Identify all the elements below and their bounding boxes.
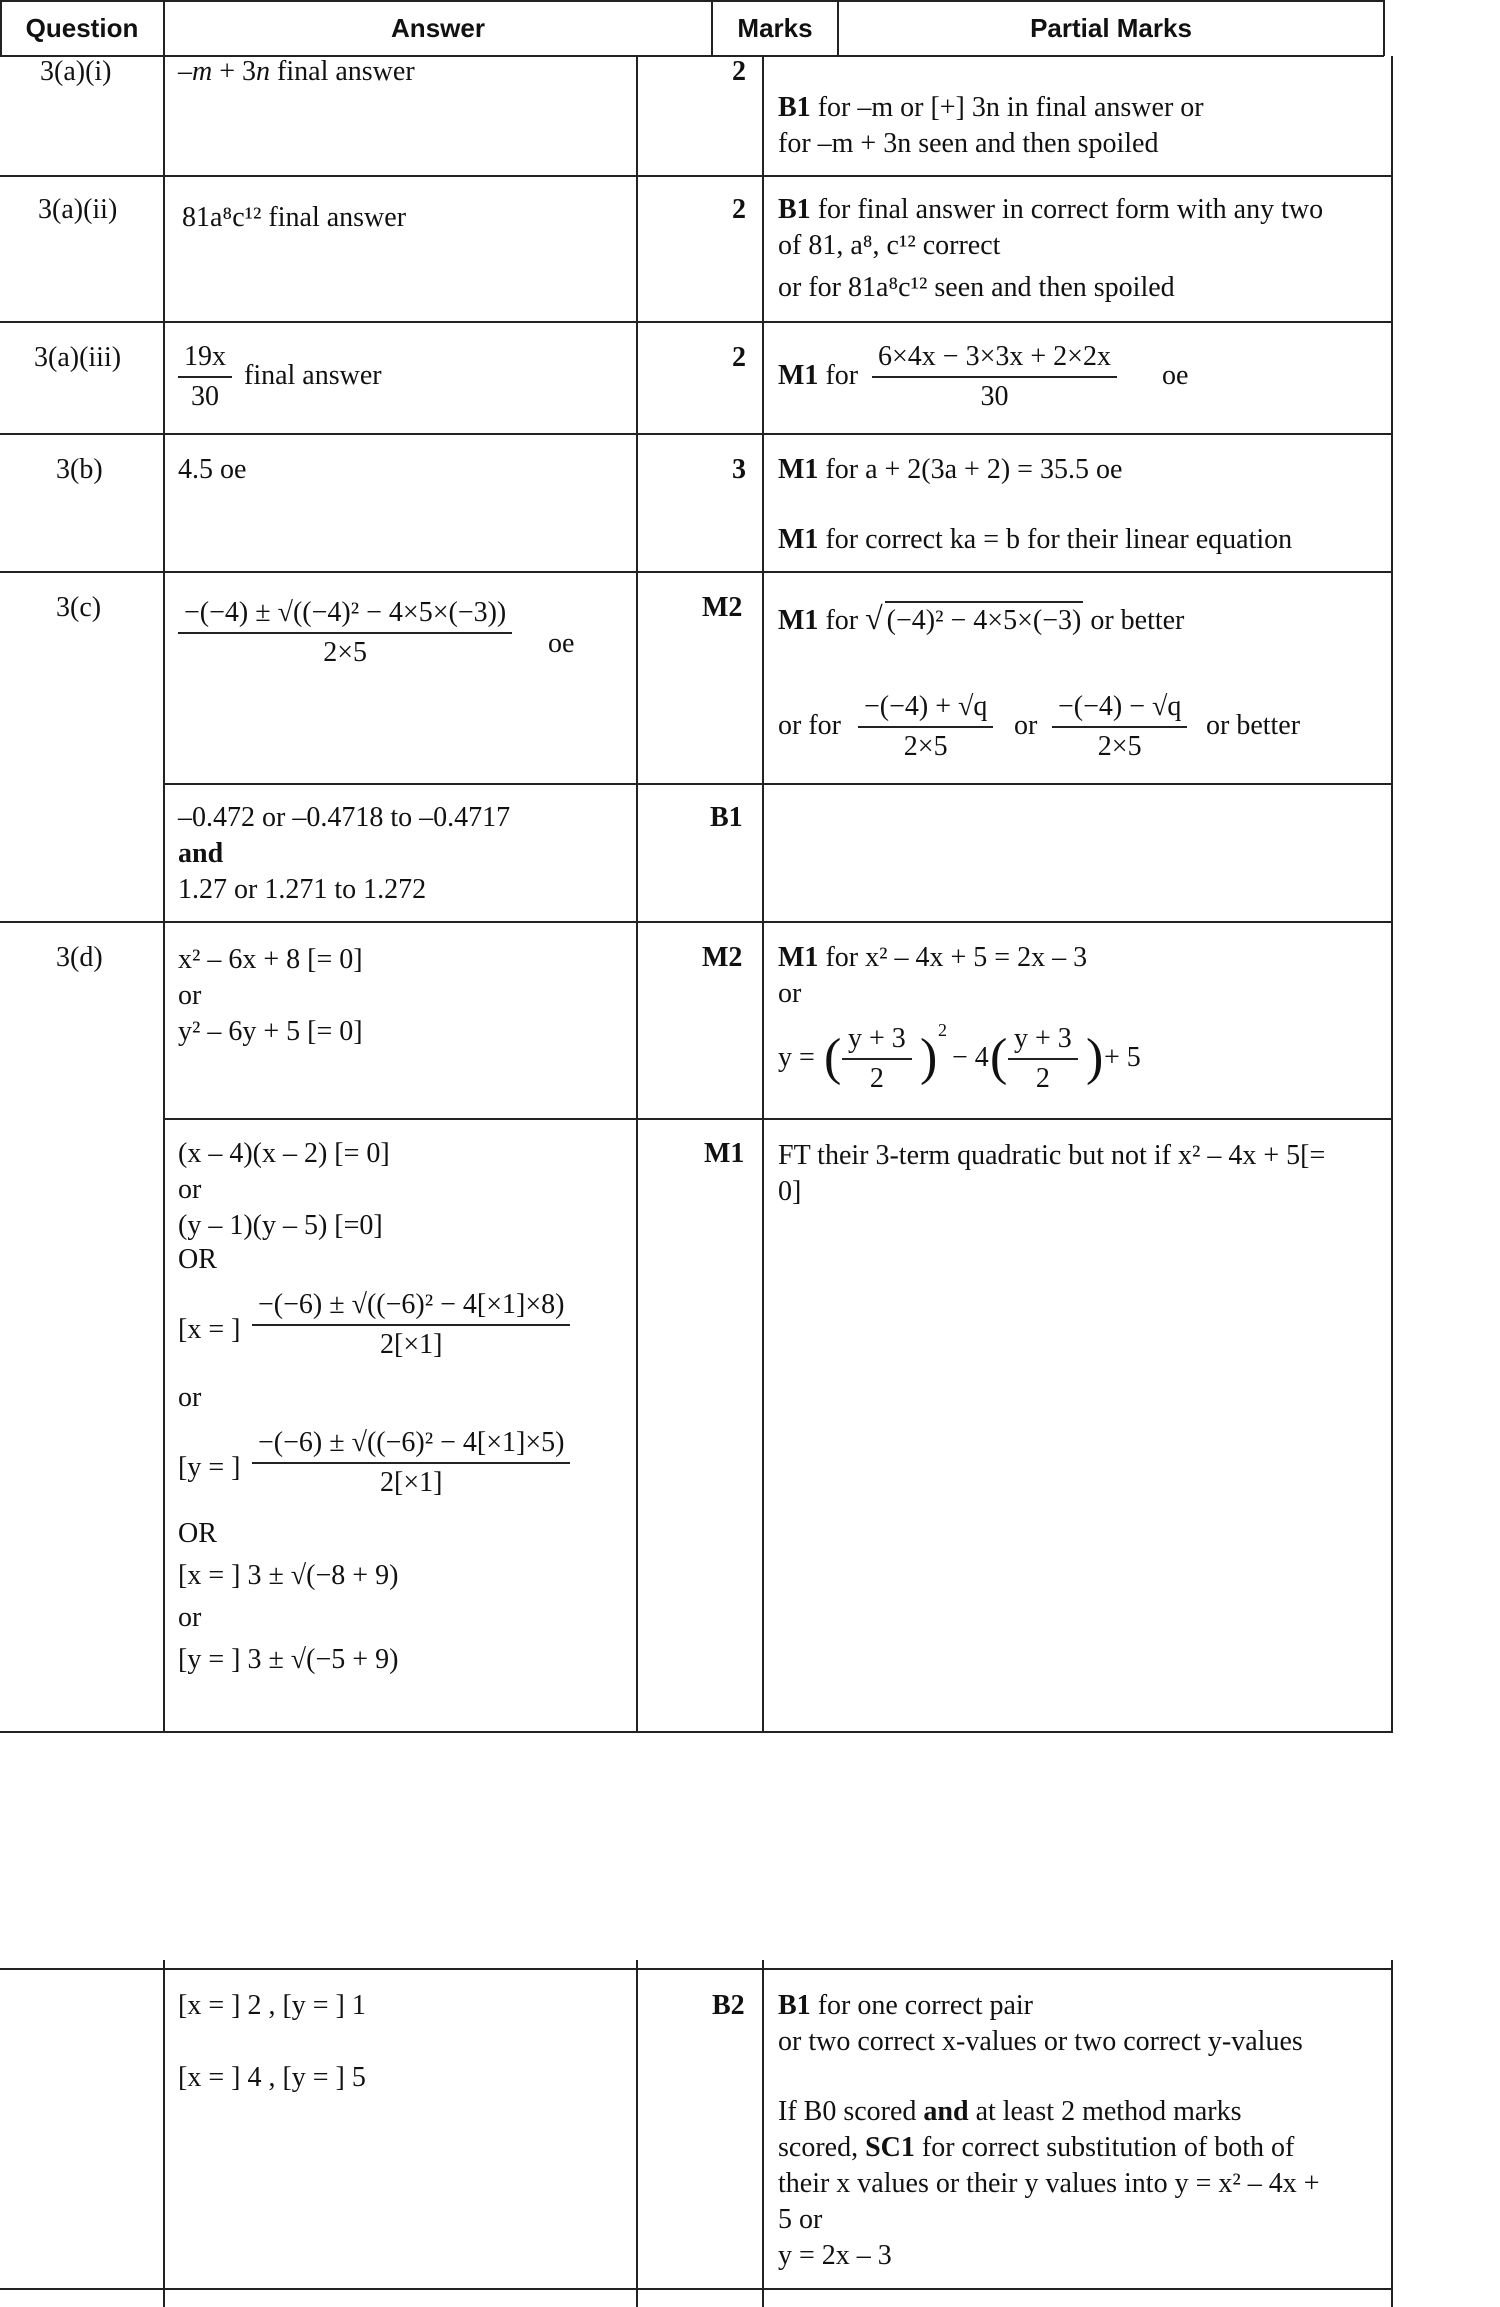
answer-cell: [y = ] bbox=[178, 1452, 241, 1483]
rule bbox=[1383, 0, 1385, 56]
partial-marks-line: their x values or their y values into y = x² – 4x + bbox=[778, 2168, 1320, 2199]
rule bbox=[163, 1960, 165, 2307]
partial-marks-line: B1 for one correct pair bbox=[778, 1990, 1034, 2021]
answer-cell: or bbox=[178, 1174, 202, 1205]
partial-marks-line: FT their 3-term quadratic but not if x² – 4x + 5[= bbox=[778, 1140, 1326, 1171]
rule bbox=[1391, 56, 1393, 1732]
partial-marks-line: or bbox=[778, 978, 802, 1009]
rule bbox=[0, 433, 1393, 435]
partial-marks-line: or bbox=[1014, 710, 1038, 741]
rule bbox=[0, 0, 1384, 2]
paren-close-icon: ) bbox=[920, 1029, 938, 1086]
partial-marks-fraction: $\frac{-(-4) + √q}{2\times 5}$ bbox=[858, 690, 993, 764]
answer-fraction: $\frac{\text{−(−4) ± √((−4)² − 4×5×(−3))}}{2\times 5}$ bbox=[178, 596, 512, 670]
answer-cell: or bbox=[178, 980, 202, 1011]
partial-marks-line: or better bbox=[1206, 710, 1301, 741]
partial-marks-line: M1 for a + 2(3a + 2) = 35.5 oe bbox=[778, 454, 1123, 485]
answer-cell: or bbox=[178, 1382, 202, 1413]
exponent: 2 bbox=[938, 1020, 947, 1040]
partial-marks-line: − 4 bbox=[952, 1042, 989, 1073]
rule bbox=[163, 56, 165, 1732]
answer-fraction: $\frac{\text{−(−6) ± √((−6)² − 4[×1]×5)}}{2[\times 1]}$ bbox=[252, 1426, 570, 1500]
partial-marks-line: M1 for x² – 4x + 5 = 2x – 3 bbox=[778, 942, 1088, 973]
marks-cell: B2 bbox=[712, 1990, 745, 2021]
partial-marks-line: oe bbox=[1162, 360, 1189, 391]
answer-cell: OR bbox=[178, 1518, 217, 1549]
header-marks: Marks bbox=[712, 0, 838, 56]
marks-cell: 2 bbox=[732, 342, 746, 373]
partial-marks-line: B1 for –m or [+] 3n in final answer or bbox=[778, 92, 1204, 123]
answer-cell: or bbox=[178, 1602, 202, 1633]
partial-marks-line: y = 2x – 3 bbox=[778, 2240, 892, 2271]
rule bbox=[163, 1118, 1393, 1120]
question-number: 3(d) bbox=[56, 942, 103, 973]
rule bbox=[0, 1968, 1393, 1970]
partial-marks-fraction: $\frac{y + 3}{2}$ bbox=[842, 1022, 912, 1096]
partial-marks-line: If B0 scored and at least 2 method marks bbox=[778, 2096, 1242, 2127]
answer-cell: [y = ] 3 ± √(−5 + 9) bbox=[178, 1644, 399, 1675]
sqrt-icon: √ bbox=[865, 600, 883, 636]
answer-cell: oe bbox=[548, 628, 575, 659]
answer-cell: 81a⁸c¹² final answer bbox=[182, 202, 407, 233]
partial-marks-fraction: $\frac{y + 3}{2}$ bbox=[1008, 1022, 1078, 1096]
rule bbox=[762, 56, 764, 1732]
rule bbox=[163, 0, 165, 56]
rule bbox=[837, 0, 839, 56]
rule bbox=[163, 783, 1393, 785]
answer-cell: –0.472 or –0.4718 to –0.4717 bbox=[178, 802, 511, 833]
rule bbox=[0, 2288, 1393, 2290]
answer-cell: 4.5 oe bbox=[178, 454, 247, 485]
partial-marks-line: or for bbox=[778, 710, 841, 741]
partial-marks-line: + 5 bbox=[1104, 1042, 1141, 1073]
rule bbox=[0, 921, 1393, 923]
rule bbox=[762, 1960, 764, 2307]
partial-marks-line: y = bbox=[778, 1042, 815, 1073]
paren-open-icon: ( bbox=[824, 1029, 842, 1086]
header-partial-marks: Partial Marks bbox=[838, 0, 1384, 56]
header-question: Question bbox=[0, 0, 164, 56]
answer-fraction: $\frac{\text{−(−6) ± √((−6)² − 4[×1]×8)}}{2[\times 1]}$ bbox=[252, 1288, 570, 1362]
question-number: 3(a)(iii) bbox=[34, 342, 122, 373]
partial-marks-line: B1 for final answer in correct form with any two bbox=[778, 194, 1324, 225]
answer-cell: OR bbox=[178, 1244, 217, 1275]
answer-cell: [x = ] bbox=[178, 1314, 241, 1345]
answer-cell: [x = ] 3 ± √(−8 + 9) bbox=[178, 1560, 399, 1591]
answer-cell: x² – 6x + 8 [= 0] bbox=[178, 944, 363, 975]
answer-cell: (y – 1)(y – 5) [=0] bbox=[178, 1210, 383, 1241]
marks-cell: 2 bbox=[732, 194, 746, 225]
rule bbox=[0, 321, 1393, 323]
partial-marks-line: 5 or bbox=[778, 2204, 823, 2235]
partial-marks-line: of 81, a⁸, c¹² correct bbox=[778, 230, 1001, 261]
marks-cell: M2 bbox=[702, 592, 743, 623]
answer-cell: [x = ] 2 , [y = ] 1 bbox=[178, 1990, 366, 2021]
partial-marks-line: or two correct x-values or two correct y-values bbox=[778, 2026, 1303, 2057]
marks-cell: M2 bbox=[702, 942, 743, 973]
rule bbox=[711, 0, 713, 56]
partial-marks-line: M1 for correct ka = b for their linear equation bbox=[778, 524, 1293, 555]
answer-cell: and bbox=[178, 838, 224, 869]
paren-open-icon: ( bbox=[990, 1029, 1008, 1086]
partial-marks-line: M1 for √ (−4)² − 4×5×(−3) or better bbox=[778, 600, 1184, 639]
partial-marks-line: 0] bbox=[778, 1176, 802, 1207]
marks-cell: M1 bbox=[704, 1138, 745, 1169]
partial-marks-line: scored, SC1 for correct substitution of both of bbox=[778, 2132, 1295, 2163]
answer-cell: final answer bbox=[244, 360, 382, 391]
partial-marks-line: or for 81a⁸c¹² seen and then spoiled bbox=[778, 272, 1175, 303]
rule bbox=[636, 1960, 638, 2307]
partial-marks-line: M1 for bbox=[778, 360, 859, 391]
question-number: 3(c) bbox=[56, 592, 102, 623]
rule bbox=[0, 175, 1393, 177]
partial-marks-fraction: $\frac{6\times 4x - 3\times 3x + 2\times 2x}{30}$ bbox=[872, 340, 1117, 414]
partial-marks-fraction: $\frac{-(-4) - √q}{2\times 5}$ bbox=[1052, 690, 1187, 764]
partial-marks-line: for –m + 3n seen and then spoiled bbox=[778, 128, 1159, 159]
answer-fraction: $\frac{19x}{30}$ bbox=[178, 340, 232, 414]
paren-close-icon: ) bbox=[1086, 1029, 1104, 1086]
rule bbox=[1391, 1960, 1393, 2307]
marks-cell: B1 bbox=[710, 802, 743, 833]
answer-cell: –m + 3n final answer bbox=[178, 56, 415, 87]
question-number: 3(b) bbox=[56, 454, 103, 485]
question-number: 3(a)(ii) bbox=[38, 194, 118, 225]
rule bbox=[636, 56, 638, 1732]
answer-cell: (x – 4)(x – 2) [= 0] bbox=[178, 1138, 390, 1169]
answer-cell: y² – 6y + 5 [= 0] bbox=[178, 1016, 363, 1047]
marks-cell: 3 bbox=[732, 454, 746, 485]
rule bbox=[0, 1731, 1393, 1733]
rule bbox=[0, 571, 1393, 573]
rule bbox=[0, 0, 2, 56]
header-answer: Answer bbox=[164, 0, 712, 56]
answer-cell: [x = ] 4 , [y = ] 5 bbox=[178, 2062, 366, 2093]
answer-cell: 1.27 or 1.271 to 1.272 bbox=[178, 874, 427, 905]
question-number: 3(a)(i) bbox=[40, 56, 112, 87]
marks-cell: 2 bbox=[732, 56, 746, 87]
